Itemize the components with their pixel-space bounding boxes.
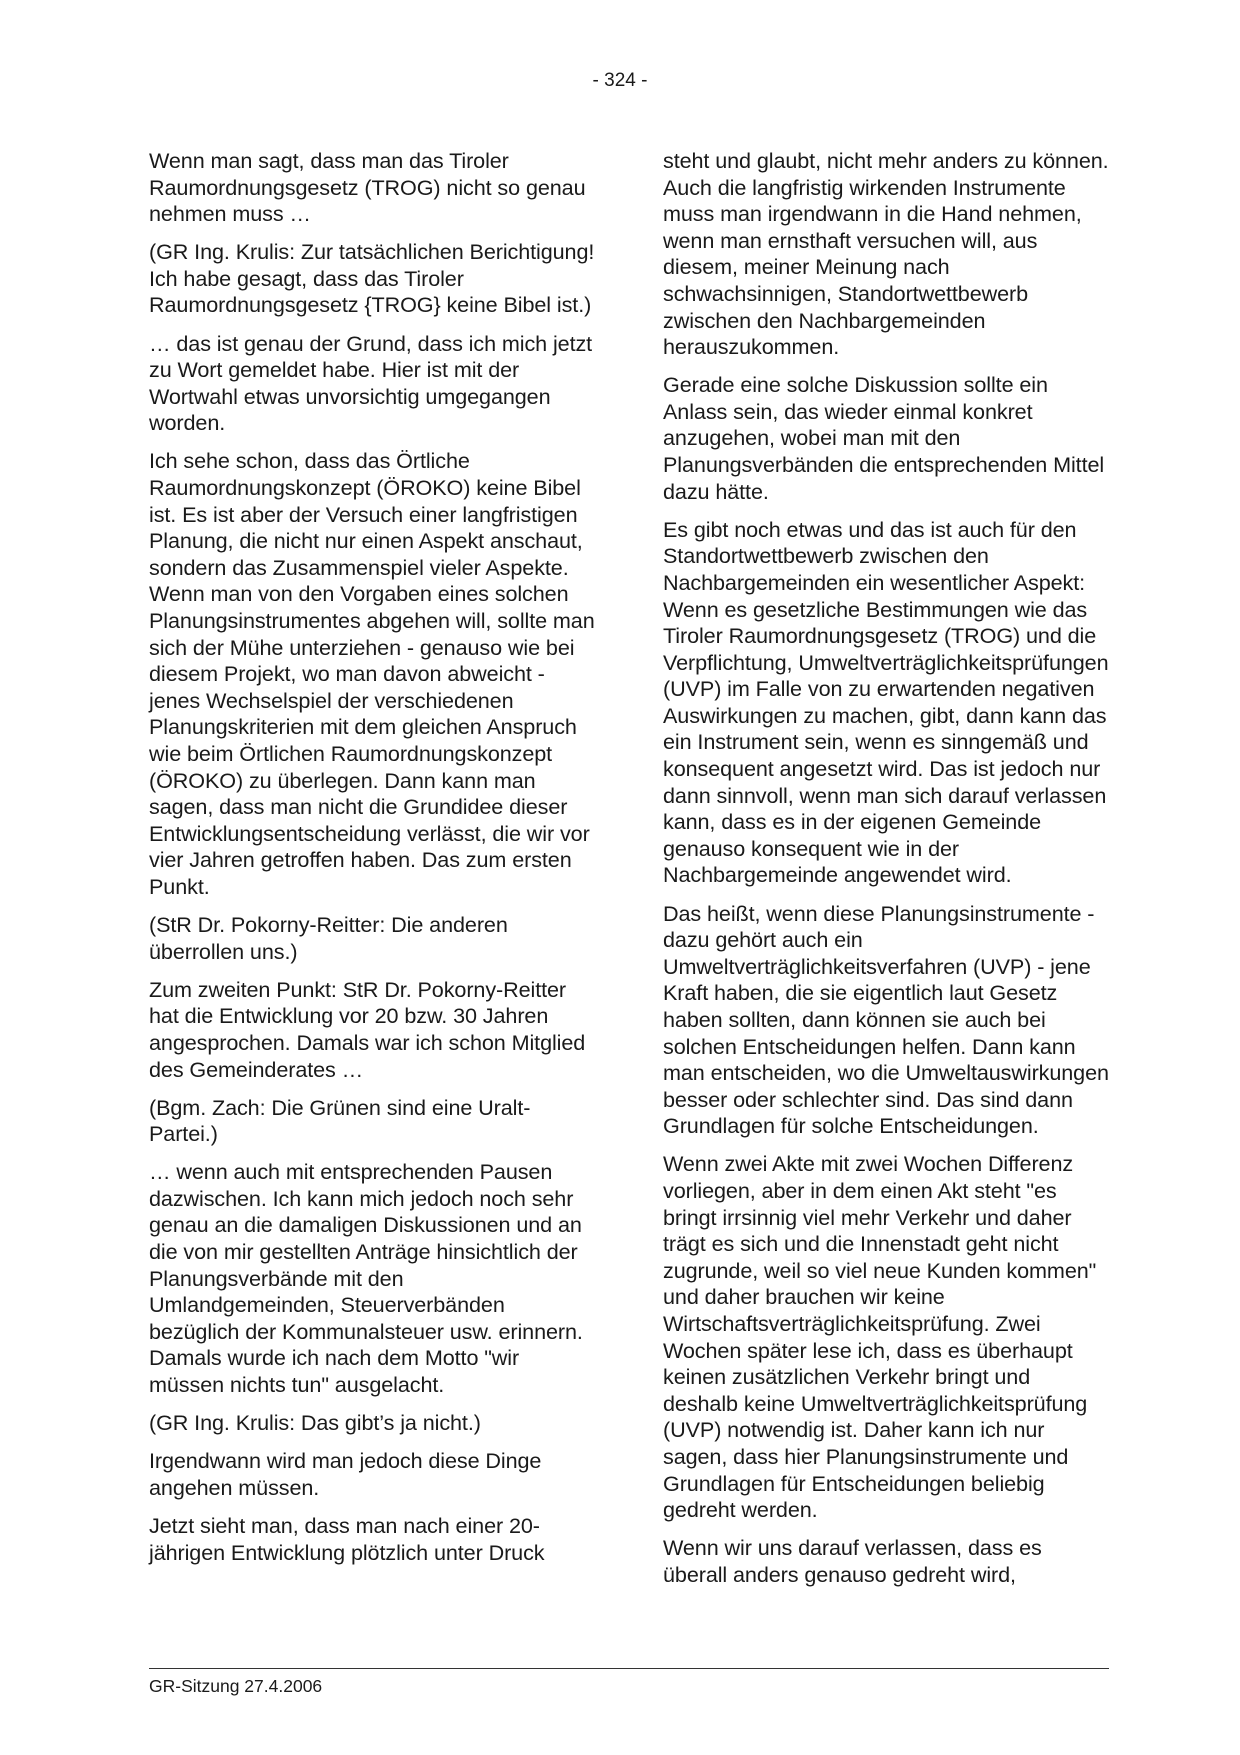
paragraph: Irgendwann wird man jedoch diese Dinge angehen müssen. <box>149 1448 542 1500</box>
left-column <box>149 148 595 1578</box>
footer-divider <box>149 1668 1109 1669</box>
paragraph: steht und glaubt, nicht mehr anders zu können. Auch die langfristig wirkenden Instrumente muss man irgendwann in die Hand nehmen, wenn man ernsthaft versuchen will, aus diesem, meiner Meinung nach schwachsinnigen, Standortwettbewerb zwischen den Nachbargemeinden herauszukommen. <box>663 148 1109 360</box>
paragraph: Wenn man sagt, dass man das Tiroler Raumordnungsgesetz (TROG) nicht so genau nehmen muss … <box>149 148 586 227</box>
right-column <box>663 148 1109 1600</box>
paragraph: Jetzt sieht man, dass man nach einer 20-jährigen Entwicklung plötzlich unter Druck <box>149 1512 545 1565</box>
paragraph: … wenn auch mit entsprechenden Pausen dazwischen. Ich kann mich jedoch noch sehr genau an die damaligen Diskussionen und an die von mir gestellten Anträge hinsichtlich der Planungsverbände mit den Umlandgemeinden, Steuerverbänden bezüglich der Kommunalsteuer usw. erinnern. Damals wurde ich nach dem Motto "wir müssen nichts tun" ausgelacht. <box>149 1159 583 1398</box>
footer-session-date: GR-Sitzung 27.4.2006 <box>149 1676 323 1696</box>
paragraph: Das heißt, wenn diese Planungsinstrumente - dazu gehört auch ein Umweltverträglichkeitsverfahren (UVP) - jene Kraft haben, die sie eigentlich laut Gesetz haben sollten, dann können sie auch bei solchen Entscheidungen helfen. Dann kann man entscheiden, wo die Umweltauswirkungen besser oder schlechter sind. Das sind dann Grundlagen für solche Entscheidungen. <box>663 900 1109 1139</box>
paragraph: Ich sehe schon, dass das Örtliche Raumordnungskonzept (ÖROKO) keine Bibel ist. Es ist aber der Versuch einer langfristigen Planung, die nicht nur einen Aspekt anschaut, sondern das Zusammenspiel vieler Aspekte. Wenn man von den Vorgaben eines solchen Planungsinstrumentes abgehen will, sollte man sich der Mühe unterziehen - genauso wie bei diesem Projekt, wo man davon abweicht - jenes Wechselspiel der verschiedenen Planungskriterien mit dem gleichen Anspruch wie beim Örtlichen Raumordnungskonzept (ÖROKO) zu überlegen. Dann kann man sagen, dass man nicht die Grundidee dieser Entwicklungsentscheidung verlässt, die wir vor vier Jahren getroffen haben. Das zum ersten Punkt. <box>149 448 595 899</box>
paragraph: … das ist genau der Grund, dass ich mich jetzt zu Wort gemeldet habe. Hier ist mit der Wortwahl etwas unvorsichtig umgegangen worden. <box>149 330 593 436</box>
paragraph: Gerade eine solche Diskussion sollte ein Anlass sein, das wieder einmal konkret anzugehen, wobei man mit den Planungsverbänden die entsprechenden Mittel dazu hätte. <box>663 372 1105 504</box>
paragraph: (StR Dr. Pokorny-Reitter: Die anderen überrollen uns.) <box>149 912 508 964</box>
paragraph: (GR Ing. Krulis: Zur tatsächlichen Berichtigung! Ich habe gesagt, dass das Tiroler Raumordnungsgesetz {TROG} keine Bibel ist.) <box>149 239 595 318</box>
paragraph: Zum zweiten Punkt: StR Dr. Pokorny-Reitter hat die Entwicklung vor 20 bzw. 30 Jahren angesprochen. Damals war ich schon Mitglied des Gemeinderates … <box>149 976 586 1082</box>
page-number: - 324 - <box>592 70 648 91</box>
paragraph: (Bgm. Zach: Die Grünen sind eine Uralt-Partei.) <box>149 1094 531 1147</box>
paragraph: Es gibt noch etwas und das ist auch für den Standortwettbewerb zwischen den Nachbargemeinden ein wesentlicher Aspekt: Wenn es gesetzliche Bestimmungen wie das Tiroler Raumordnungsgesetz (TROG) und die Verpflichtung, Umweltverträglichkeitsprüfungen (UVP) im Falle von zu erwartenden negativen Auswirkungen zu machen, gibt, dann kann das ein Instrument sein, wenn es sinngemäß und konsequent angesetzt wird. Das ist jedoch nur dann sinnvoll, wenn man sich darauf verlassen kann, dass es in der eigenen Gemeinde genauso konsequent wie in der Nachbargemeinde angewendet wird. <box>663 516 1109 888</box>
paragraph: Wenn zwei Akte mit zwei Wochen Differenz vorliegen, aber in dem einen Akt steht "es bringt irrsinnig viel mehr Verkehr und daher trägt es sich und die Innenstadt geht nicht zugrunde, weil so viel neue Kunden kommen" und daher brauchen wir keine Wirtschaftsverträglichkeitsprüfung. Zwei Wochen später lese ich, dass es überhaupt keinen zusätzlichen Verkehr bringt und deshalb keine Umweltverträglichkeitsprüfung (UVP) notwendig ist. Daher kann ich nur sagen, dass hier Planungsinstrumente und Grundlagen für Entscheidungen beliebig gedreht werden. <box>663 1151 1097 1523</box>
paragraph: Wenn wir uns darauf verlassen, dass es überall anders genauso gedreht wird, <box>663 1535 1042 1587</box>
paragraph: (GR Ing. Krulis: Das gibt’s ja nicht.) <box>149 1410 481 1436</box>
